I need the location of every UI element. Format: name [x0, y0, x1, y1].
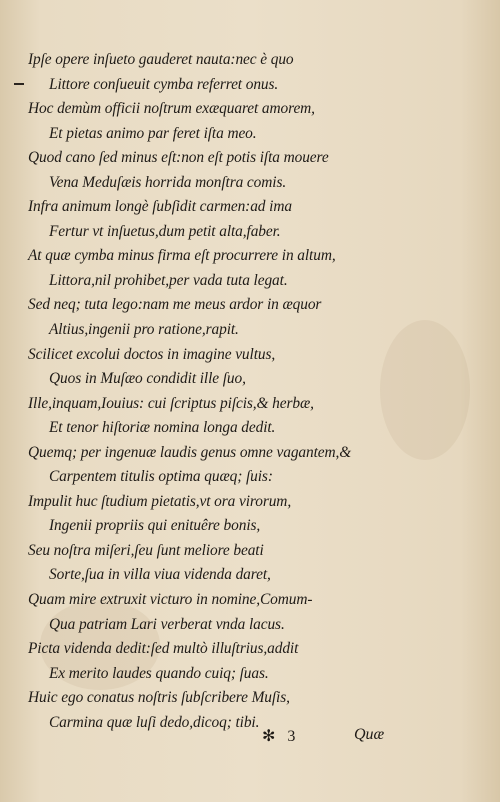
verse-line: At quæ cymba minus firma eſt procurrere in altum,	[28, 247, 336, 265]
catchword: Quæ	[354, 726, 385, 743]
verse-line: Et pietas animo par feret iſta meo.	[49, 124, 257, 142]
verse-line: Quemq; per ingenuæ laudis genus omne vagantem,&	[28, 443, 352, 461]
verse-line: Qua patriam Lari verberat vnda lacus.	[49, 615, 285, 633]
verse-line: Et tenor hiſtoriæ nomina longa dedit.	[49, 419, 276, 437]
verse-line: Carpentem titulis optima quæq; ſuis:	[49, 468, 273, 486]
verse-line: Sed neq; tuta lego:nam me meus ardor in æquor	[28, 296, 322, 314]
verse-line: Infra animum longè ſubſidit carmen:ad ima	[28, 198, 292, 216]
verse-line: Huic ego conatus noſtris ſubſcribere Muſis,	[28, 689, 290, 707]
verse-line: Ille,inquam,Iouius: cui ſcriptus piſcis,& herbæ,	[28, 394, 314, 412]
verse-line: Hoc demùm officii noſtrum exæquaret amorem,	[28, 100, 315, 118]
verse-line: Seu noſtra miſeri,ſeu ſunt meliore beati	[28, 541, 264, 559]
signature-mark: ✻ 3	[262, 728, 300, 745]
verse-line: Littora,nil prohibet,per vada tuta legat.	[49, 271, 288, 289]
margin-mark	[14, 83, 24, 85]
verse-line: Ipſe opere inſueto gauderet nauta:nec è quo	[28, 51, 294, 68]
verse-line: Picta videnda dedit:ſed multò illuſtrius,addit	[28, 640, 299, 658]
verse-line: Impulit huc ſtudium pietatis,vt ora virorum,	[28, 492, 292, 510]
verse-line: Quos in Muſæo condidit ille ſuo,	[49, 370, 246, 388]
poem-text	[28, 48, 478, 735]
verse-line: Quam mire extruxit victuro in nomine,Comum-	[28, 591, 313, 609]
verse-line: Fertur vt inſuetus,dum petit alta,faber.	[49, 222, 281, 240]
verse-line: Vena Meduſæis horrida monſtra comis.	[49, 173, 287, 191]
verse-line: Quod cano ſed minus eſt:non eſt potis iſta mouere	[28, 149, 329, 167]
verse-line: Scilicet excolui doctos in imagine vultus,	[28, 345, 276, 363]
page-footer	[0, 726, 500, 754]
verse-line: Ingenii propriis qui enituêre bonis,	[49, 517, 261, 535]
verse-line: Littore conſueuit cymba referret onus.	[49, 75, 279, 93]
verse-line: Altius,ingenii pro ratione,rapit.	[49, 321, 239, 339]
verse-line: Ex merito laudes quando cuiq; ſuas.	[49, 664, 269, 682]
verse-line: Carmina quæ luſi dedo,dicoq; tibi.	[49, 713, 260, 731]
verse-line: Sorte,ſua in villa viua videnda daret,	[49, 566, 271, 584]
